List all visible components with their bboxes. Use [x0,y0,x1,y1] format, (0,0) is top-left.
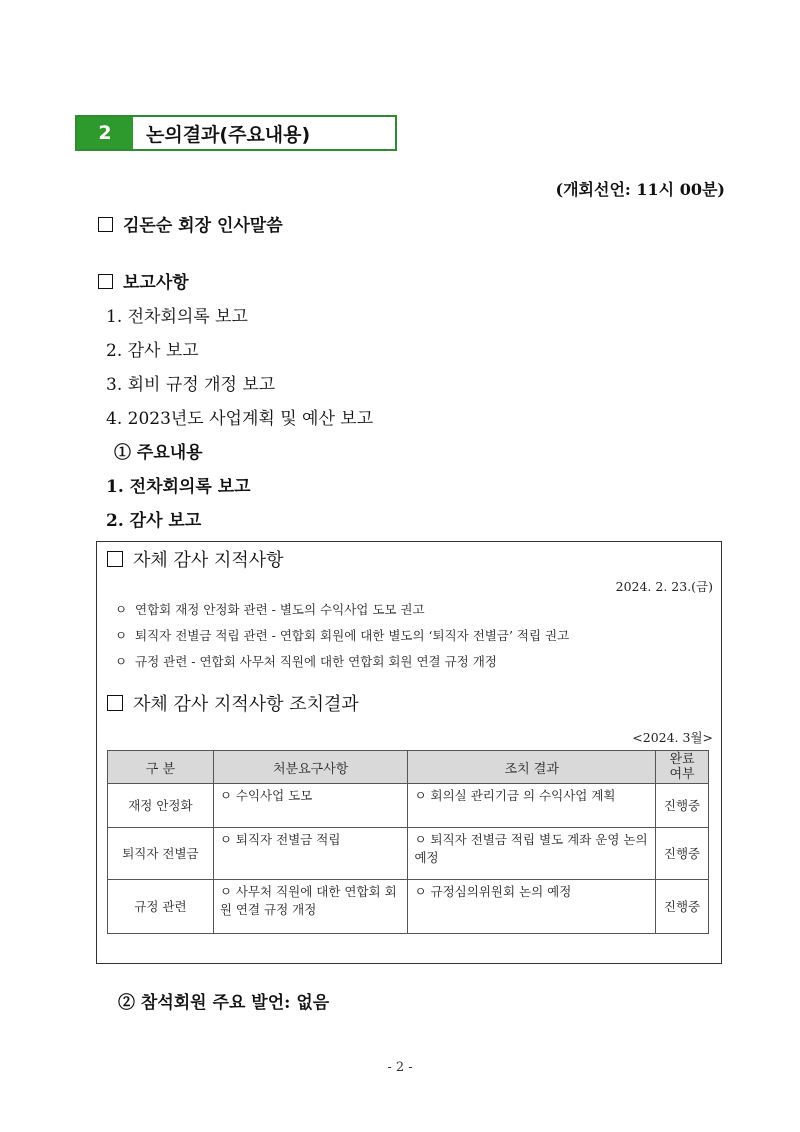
section-title: 논의결과(주요내용) [146,123,311,146]
report-item: 1. 전차회의록 보고 [106,307,248,327]
result-title-text: 자체 감사 지적사항 조치결과 [133,694,359,715]
finding-text: 규정 관련 - 연합회 사무처 직원에 대한 연합회 회원 연결 규정 개정 [135,654,497,669]
main-content-item: 2. 감사 보고 [106,511,202,531]
checkbox-square-icon [98,274,113,289]
row-status: 진행중 [656,880,709,934]
finding-text: 연합회 재정 안정화 관련 - 별도의 수익사업 도모 권고 [135,602,425,617]
bullet-icon: ㅇ [115,628,128,643]
findings-title-text: 자체 감사 지적사항 [133,550,284,571]
report-item: 4. 2023년도 사업계획 및 예산 보고 [106,409,374,429]
checkbox-square-icon [107,695,123,711]
finding-text: 퇴직자 전별금 적립 관련 - 연합회 회원에 대한 별도의 ‘퇴직자 전별금’ 적립 권고 [135,628,570,643]
checkbox-square-icon [98,217,113,232]
section-number: 2 [77,117,136,149]
col-header-status: 완료 여부 [656,751,709,784]
bullet-icon: ㅇ [115,602,128,617]
report-heading-text: 보고사항 [123,273,189,293]
table-row [108,880,709,934]
row-action: ㅇ 규정심의위원회 논의 예정 [408,880,656,934]
row-request: ㅇ 사무처 직원에 대한 연합회 회원 연결 규정 개정 [213,880,408,934]
checkbox-square-icon [107,551,123,567]
row-category: 재정 안정화 [108,784,214,828]
row-request: ㅇ 퇴직자 전별금 적립 [213,828,408,880]
result-title [107,690,359,716]
row-action: ㅇ 퇴직자 전별금 적립 별도 계좌 운영 논의 예정 [408,828,656,880]
table-row [108,828,709,880]
row-category: 규정 관련 [108,880,214,934]
greeting-heading [98,211,283,236]
row-status: 진행중 [656,828,709,880]
bullet-icon: ㅇ [115,654,128,669]
row-category: 퇴직자 전별금 [108,828,214,880]
row-request: ㅇ 수익사업 도모 [213,784,408,828]
col-header-request: 처분요구사항 [213,751,408,784]
main-content-item: 1. 전차회의록 보고 [106,477,251,497]
finding-item [115,600,425,618]
report-item: 2. 감사 보고 [106,341,199,361]
opening-declaration: (개회선언: 11시 00분) [555,180,725,199]
result-date: <2024. 3월> [632,730,713,745]
table-header-row [108,751,709,784]
findings-date: 2024. 2. 23.(금) [615,579,713,594]
row-status: 진행중 [656,784,709,828]
row-action: ㅇ 회의실 관리기금 의 수익사업 계획 [408,784,656,828]
main-content-heading: ① 주요내용 [114,443,203,463]
report-heading [98,268,189,293]
finding-item [115,626,569,644]
col-header-category: 구 분 [108,751,214,784]
findings-title [107,546,284,572]
section-header [75,115,397,151]
audit-box [96,541,722,964]
finding-item [115,652,497,670]
remarks-heading: ② 참석회원 주요 발언: 없음 [118,993,330,1013]
table-row [108,784,709,828]
col-header-action: 조치 결과 [408,751,656,784]
greeting-text: 김돈순 회장 인사말씀 [123,216,283,236]
report-item: 3. 회비 규정 개정 보고 [106,375,276,395]
page-number: - 2 - [387,1060,413,1075]
result-table [107,750,709,934]
